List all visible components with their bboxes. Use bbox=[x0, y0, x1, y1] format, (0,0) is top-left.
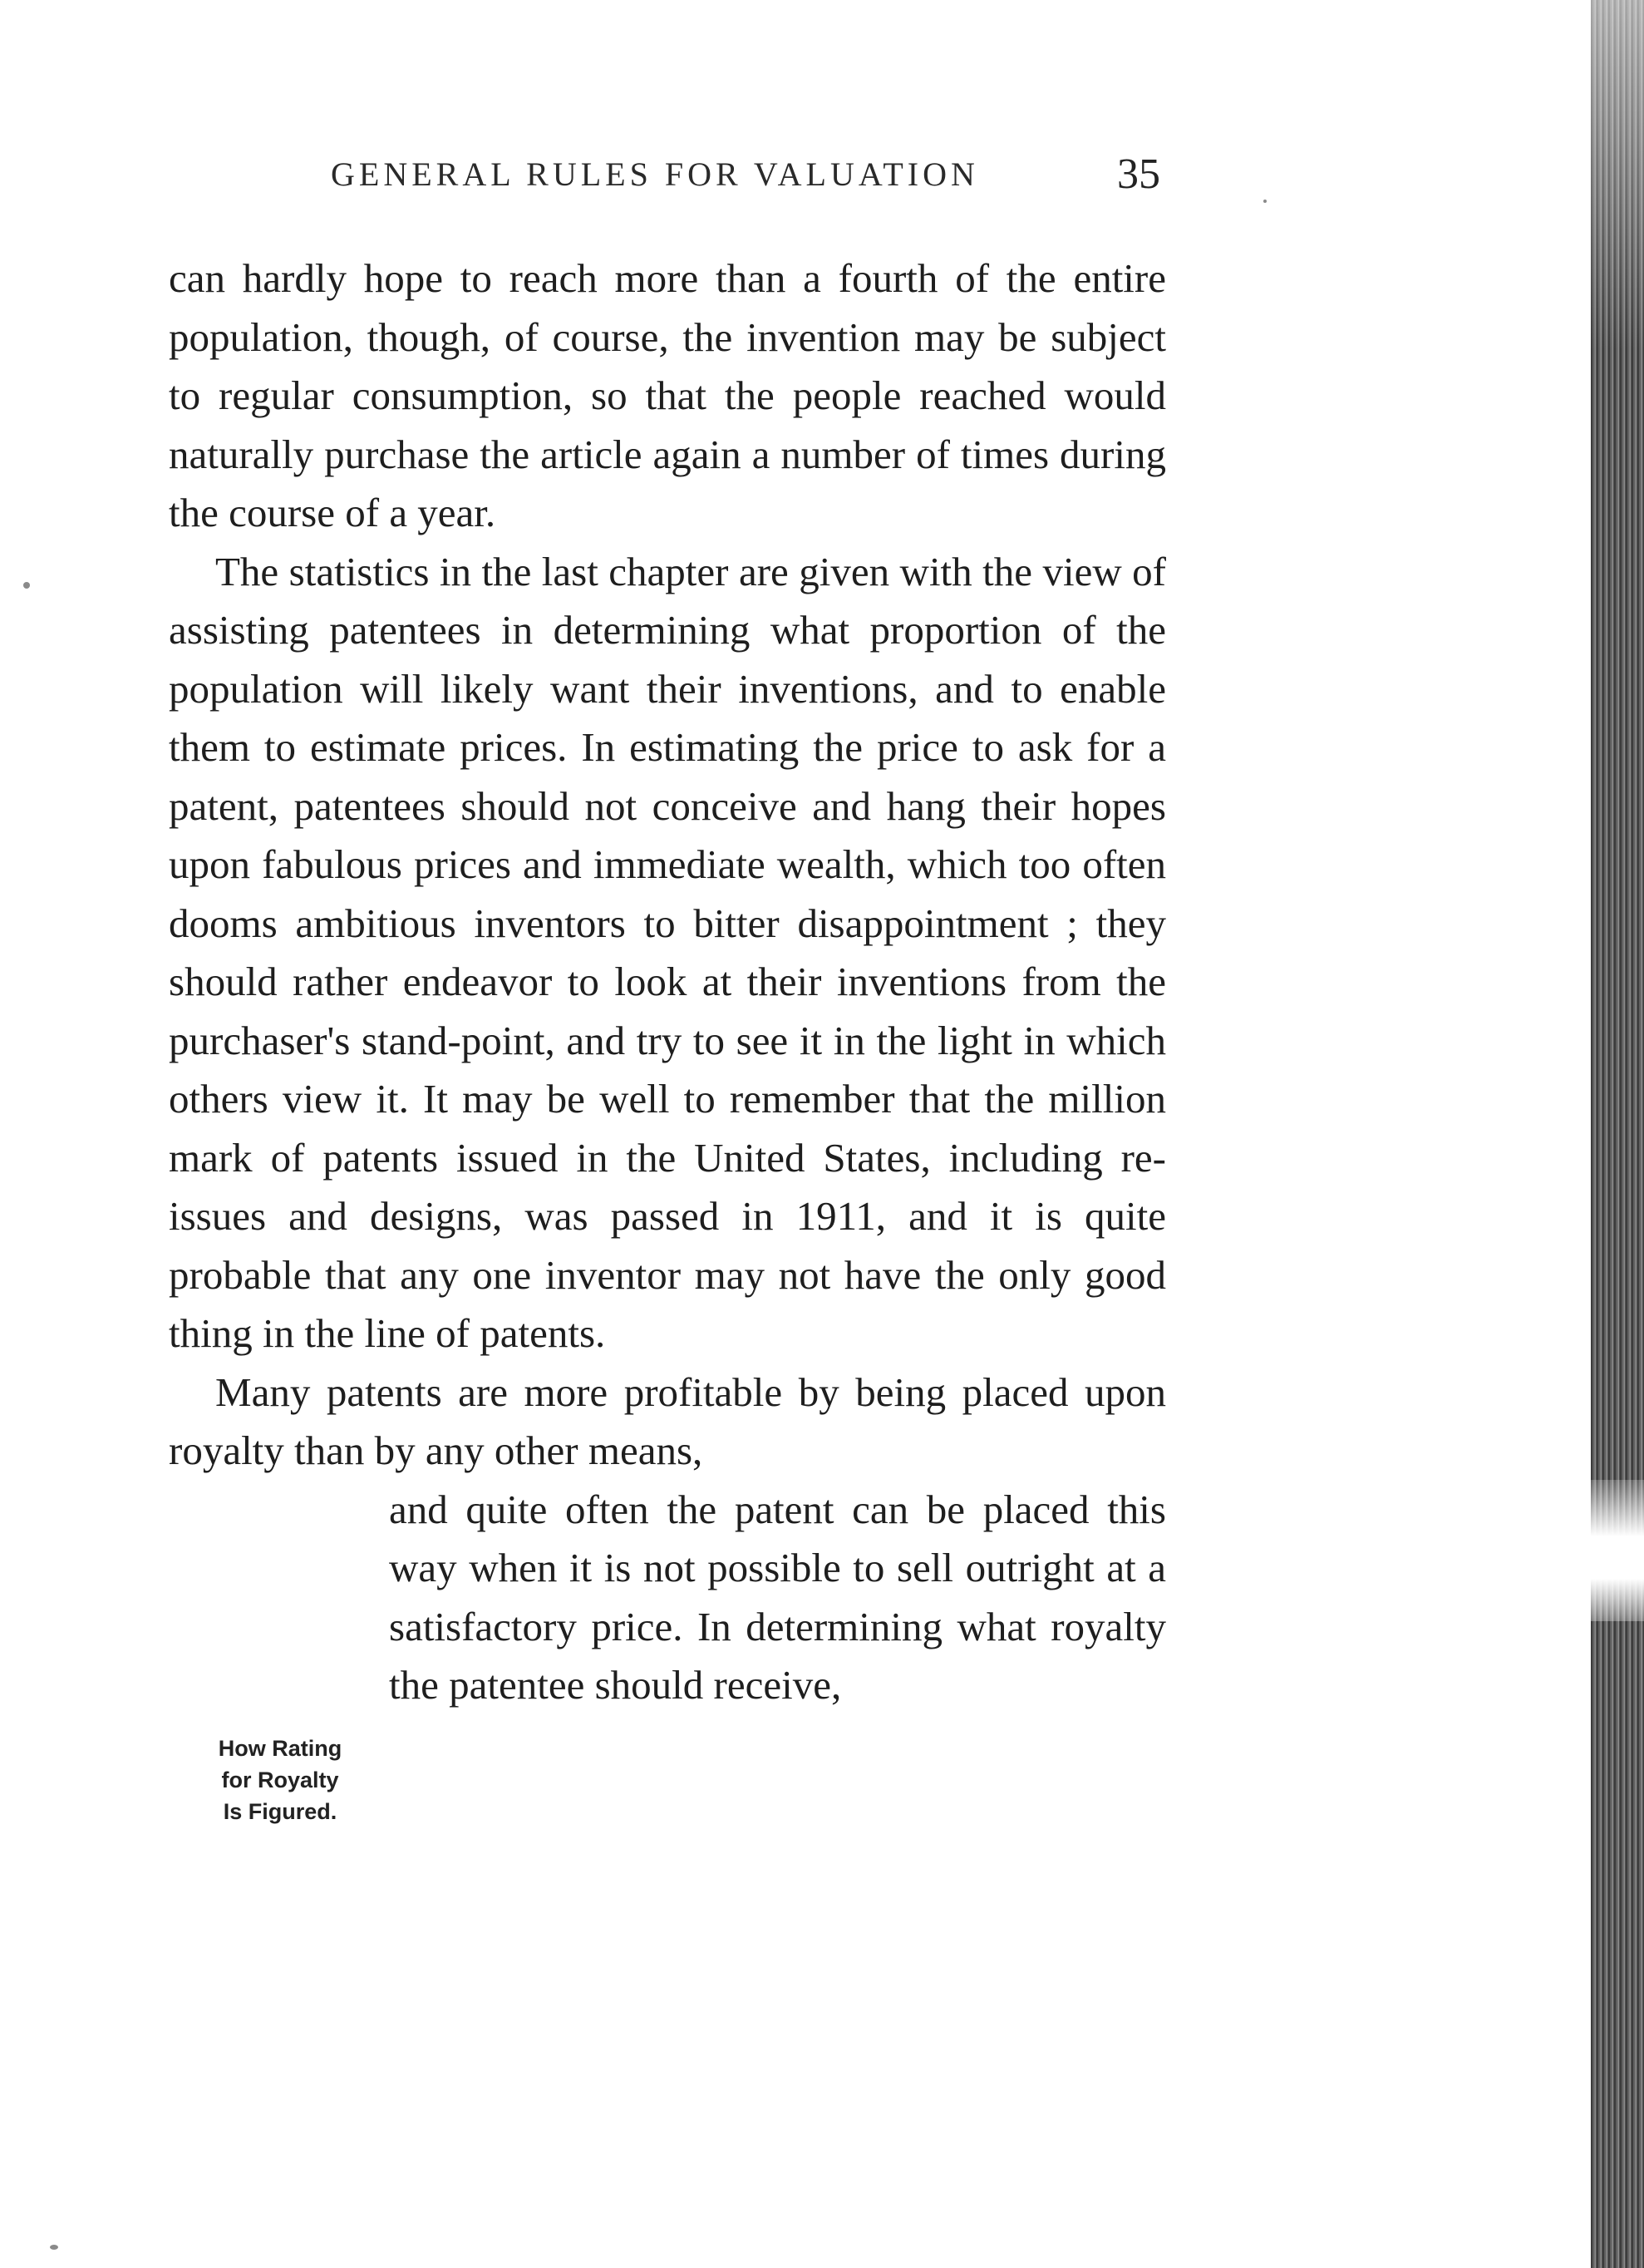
paragraph: can hardly hope to reach more than a fourth of the entire population, though, of course, the invention may be subject to regular consumption, so that the people reached would naturally purchase the article again a number of times during the course of a year. bbox=[169, 255, 1166, 535]
sidenote-space bbox=[169, 1481, 389, 1657]
binding-edge-fade bbox=[1591, 0, 1644, 349]
scan-speck bbox=[23, 582, 30, 589]
paragraph-with-sidenote bbox=[169, 1481, 1166, 1715]
body-text bbox=[169, 249, 1166, 1715]
sidenote-line: Is Figured. bbox=[223, 1799, 337, 1824]
page-number: 35 bbox=[1117, 150, 1160, 198]
scan-speck bbox=[1263, 200, 1267, 203]
sidenote-line: for Royalty bbox=[221, 1768, 339, 1792]
scan-speck bbox=[50, 2245, 58, 2250]
paragraph: Many patents are more profitable by being placed upon royalty than by any other means, bbox=[169, 1368, 1166, 1473]
paragraph: The statistics in the last chapter are given with the view of assisting patentees in determining what proportion of the population will likely want their inventions, and to enable them to estimate prices. In estimating the price to ask for a patent, patentees should not conceive and hang their hopes upon fabulous prices and immediate wealth, which too often dooms ambitious inventors to bitter disappointment ; they should rather endeavor to look at their inventions from the purchaser's stand-point, and try to see it in the light in which others view it. It may be well to remember that the million mark of patents issued in the United States, including re-issues and designs, was passed in 1911, and it is quite probable that any one inventor may not have the only good thing in the line of patents. bbox=[169, 548, 1166, 1356]
margin-sidenote bbox=[185, 1733, 376, 1827]
paragraph-continuation: and quite often the patent can be placed this way when it is not possible to sell outright at a satisfactory price. In determining what royalty the patentee should receive, bbox=[389, 1486, 1166, 1708]
sidenote-line: How Rating bbox=[218, 1736, 342, 1761]
running-head: GENERAL RULES FOR VALUATION bbox=[331, 155, 979, 193]
binding-edge-gap bbox=[1591, 1480, 1644, 1621]
